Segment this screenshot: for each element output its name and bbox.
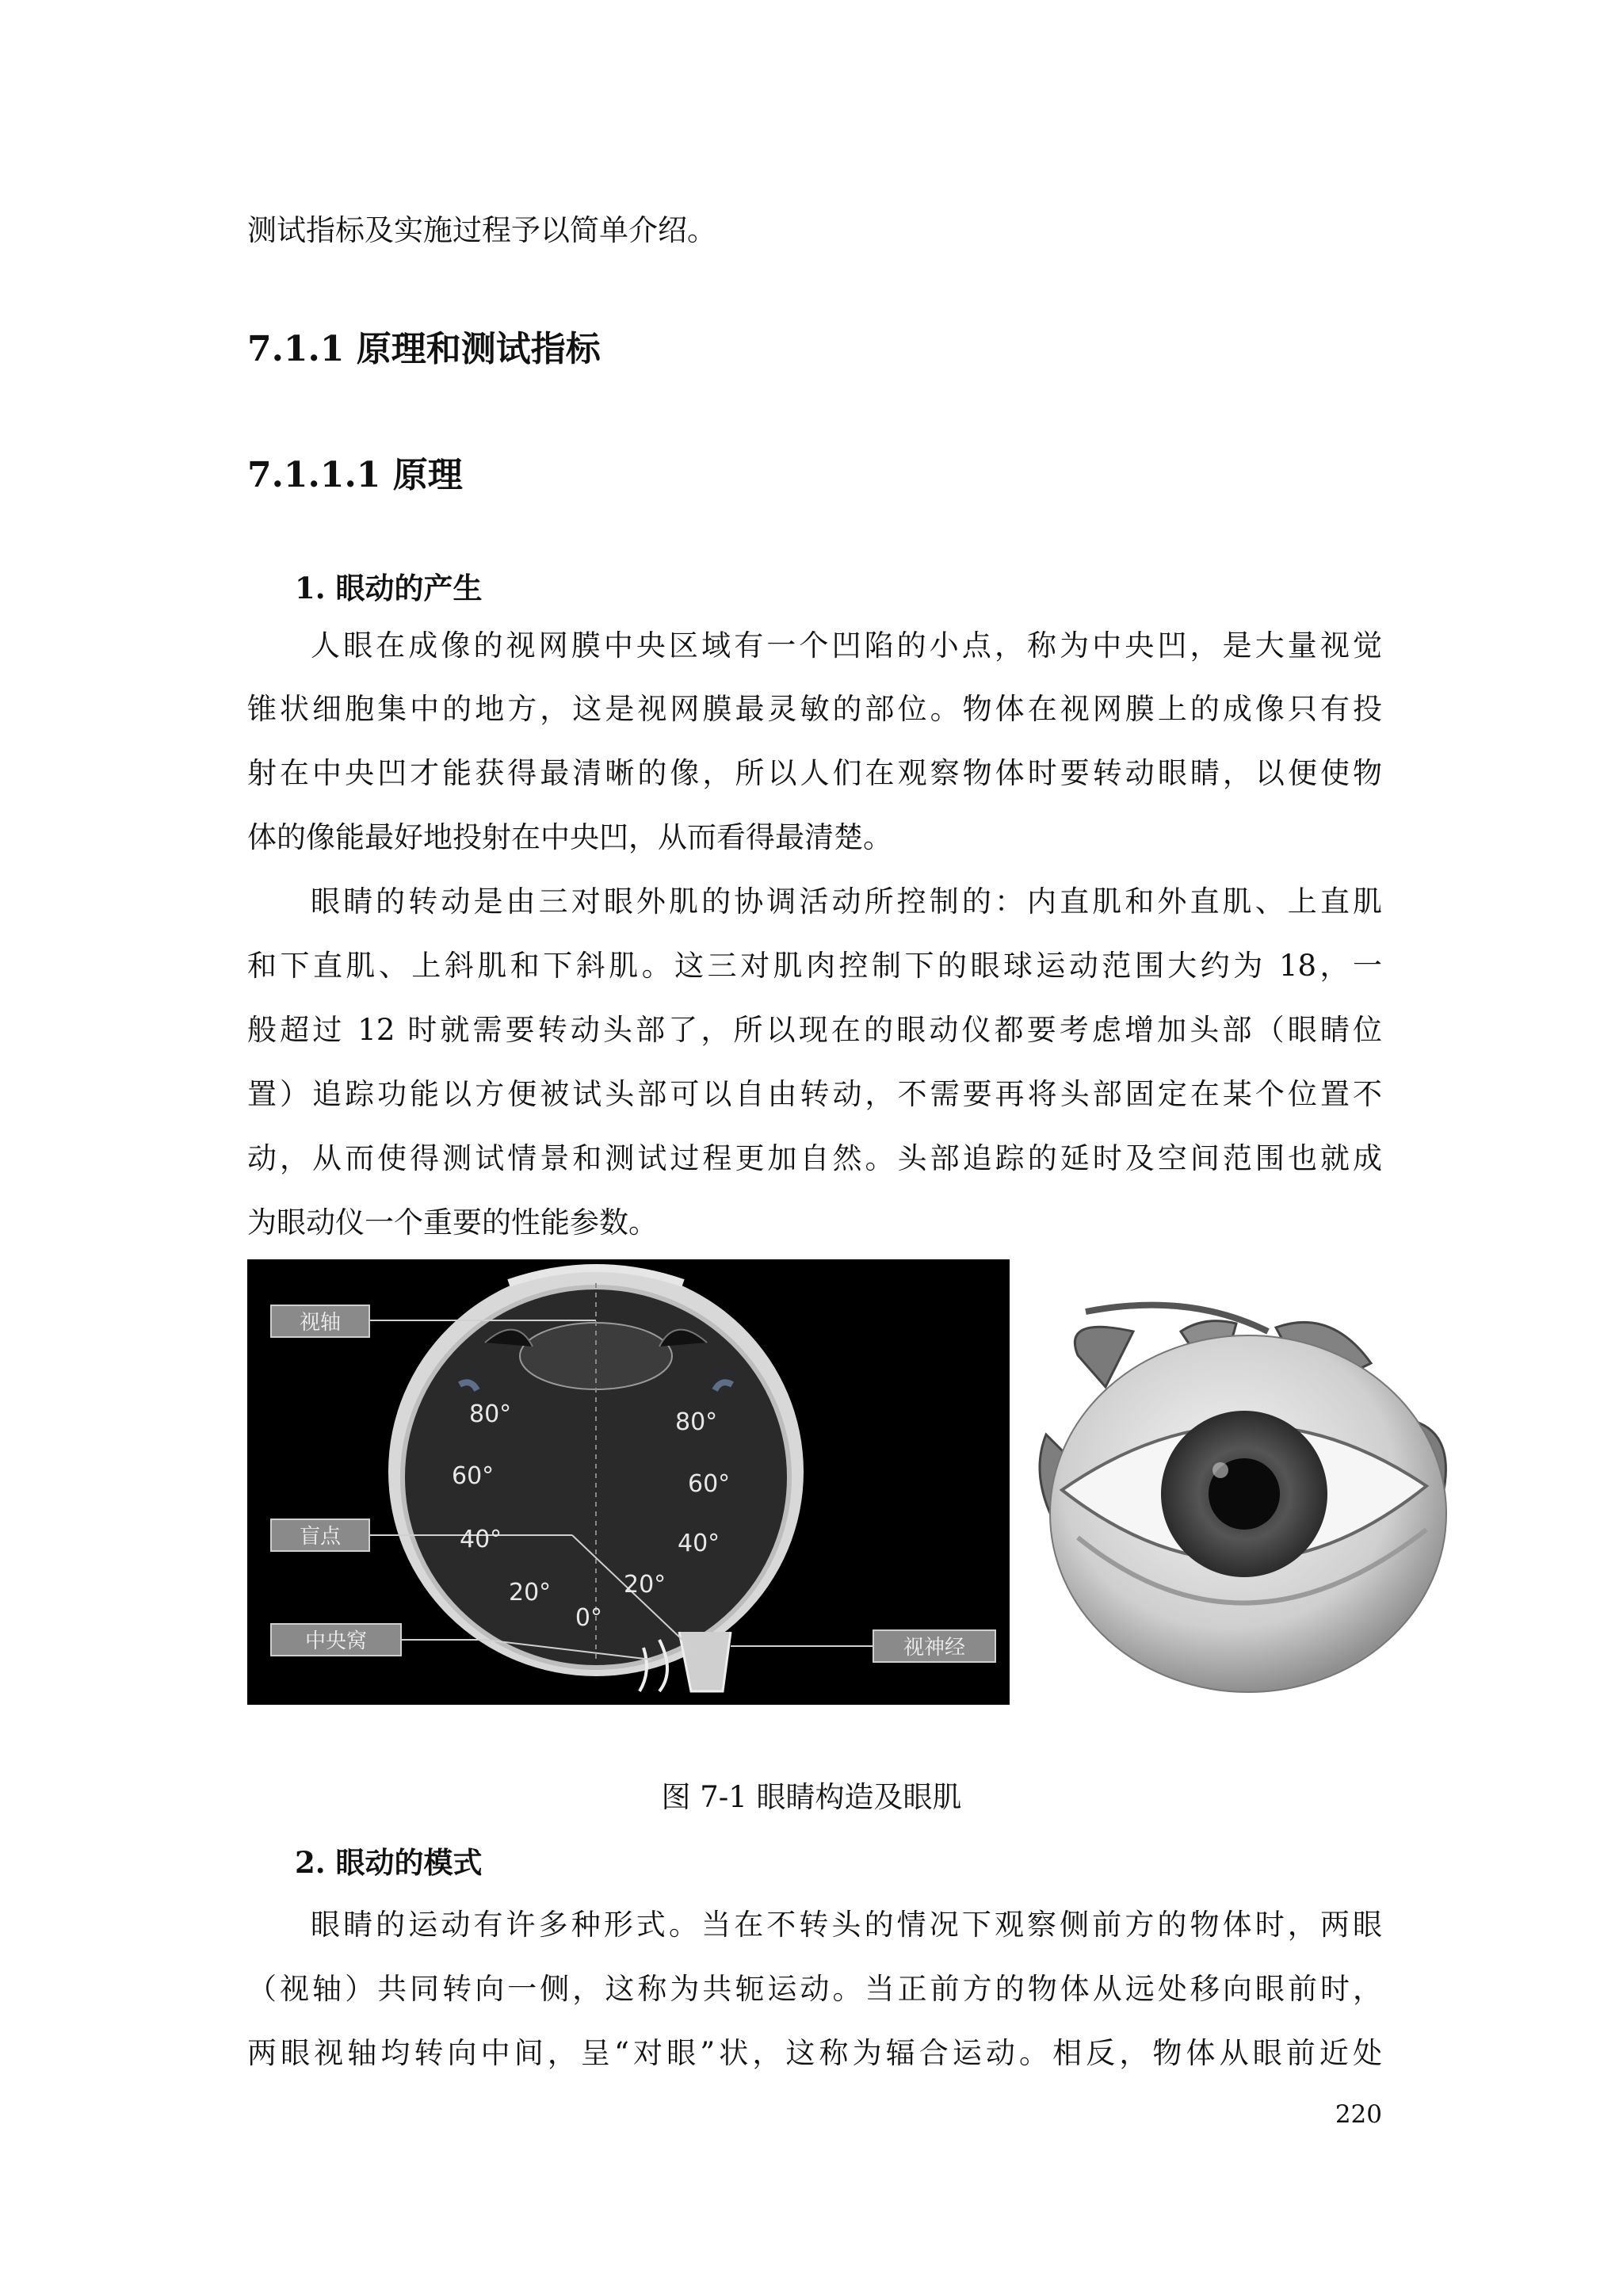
- degree-label-left: 40°: [460, 1526, 502, 1553]
- paragraph-line: 人眼在成像的视网膜中央区域有一个凹陷的小点，称为中央凹，是大量视觉: [311, 628, 1382, 663]
- degree-label-right: 60°: [688, 1470, 731, 1498]
- subsection-heading: 7.1.1.1 原理: [247, 455, 463, 495]
- paragraph-line: 和下直肌、上斜肌和下斜肌。这三对肌肉控制下的眼球运动范围大约为 18，一: [247, 949, 1382, 983]
- label-visual-axis: 视轴: [299, 1311, 342, 1335]
- degree-label-left: 60°: [452, 1462, 495, 1490]
- item-heading-eye-movement-origin: 1. 眼动的产生: [295, 571, 483, 606]
- degree-label-left: 80°: [469, 1400, 512, 1428]
- paragraph-line: 两眼视轴均转向中间，呈“对眼”状，这称为辐合运动。相反，物体从眼前近处: [247, 2036, 1382, 2070]
- paragraph-line: 眼睛的运动有许多种形式。当在不转头的情况下观察侧前方的物体时，两眼: [311, 1908, 1382, 1942]
- eye-muscles-illustration: [1030, 1300, 1474, 1704]
- paragraph-line: 般超过 12 时就需要转动头部了，所以现在的眼动仪都要考虑增加头部（眼睛位: [247, 1013, 1382, 1047]
- label-fovea: 中央窝: [304, 1629, 368, 1653]
- degree-label-right: 40°: [678, 1530, 720, 1557]
- degree-label-left: 20°: [509, 1579, 552, 1606]
- paragraph-line: 射在中央凹才能获得最清晰的像，所以人们在观察物体时要转动眼睛，以便使物: [247, 756, 1382, 790]
- label-blind-spot: 盲点: [299, 1525, 342, 1549]
- paragraph-line: 动，从而使得测试情景和测试过程更加自然。头部追踪的延时及空间范围也就成: [247, 1141, 1382, 1175]
- degree-label-zero: 0°: [575, 1604, 602, 1632]
- paragraph-line: 体的像能最好地投射在中央凹，从而看得最清楚。: [247, 820, 892, 854]
- paragraph-line: （视轴）共同转向一侧，这称为共轭运动。当正前方的物体从远处移向眼前时，: [247, 1972, 1382, 2006]
- paragraph-line: 为眼动仪一个重要的性能参数。: [247, 1205, 658, 1240]
- page-number: 220: [1335, 2100, 1382, 2129]
- degree-label-right: 20°: [624, 1571, 666, 1599]
- paragraph-line: 眼睛的转动是由三对眼外肌的协调活动所控制的：内直肌和外直肌、上直肌: [311, 884, 1382, 919]
- eye-cross-section-figure: [247, 1259, 1010, 1705]
- item-heading-eye-movement-modes: 2. 眼动的模式: [295, 1845, 483, 1880]
- label-optic-nerve: 视神经: [903, 1636, 966, 1660]
- degree-label-right: 80°: [675, 1408, 718, 1436]
- section-heading: 7.1.1 原理和测试指标: [247, 329, 601, 369]
- paragraph-line: 置）追踪功能以方便被试头部可以自由转动，不需要再将头部固定在某个位置不: [247, 1077, 1382, 1111]
- eye-cross-section-diagram: [247, 1259, 1010, 1705]
- paragraph-line: 锥状细胞集中的地方，这是视网膜最灵敏的部位。物体在视网膜上的成像只有投: [247, 692, 1382, 726]
- figure-caption: 图 7-1 眼睛构造及眼肌: [661, 1780, 962, 1814]
- eye-muscles-figure: [1030, 1300, 1474, 1704]
- intro-line: 测试指标及实施过程予以简单介绍。: [247, 213, 716, 247]
